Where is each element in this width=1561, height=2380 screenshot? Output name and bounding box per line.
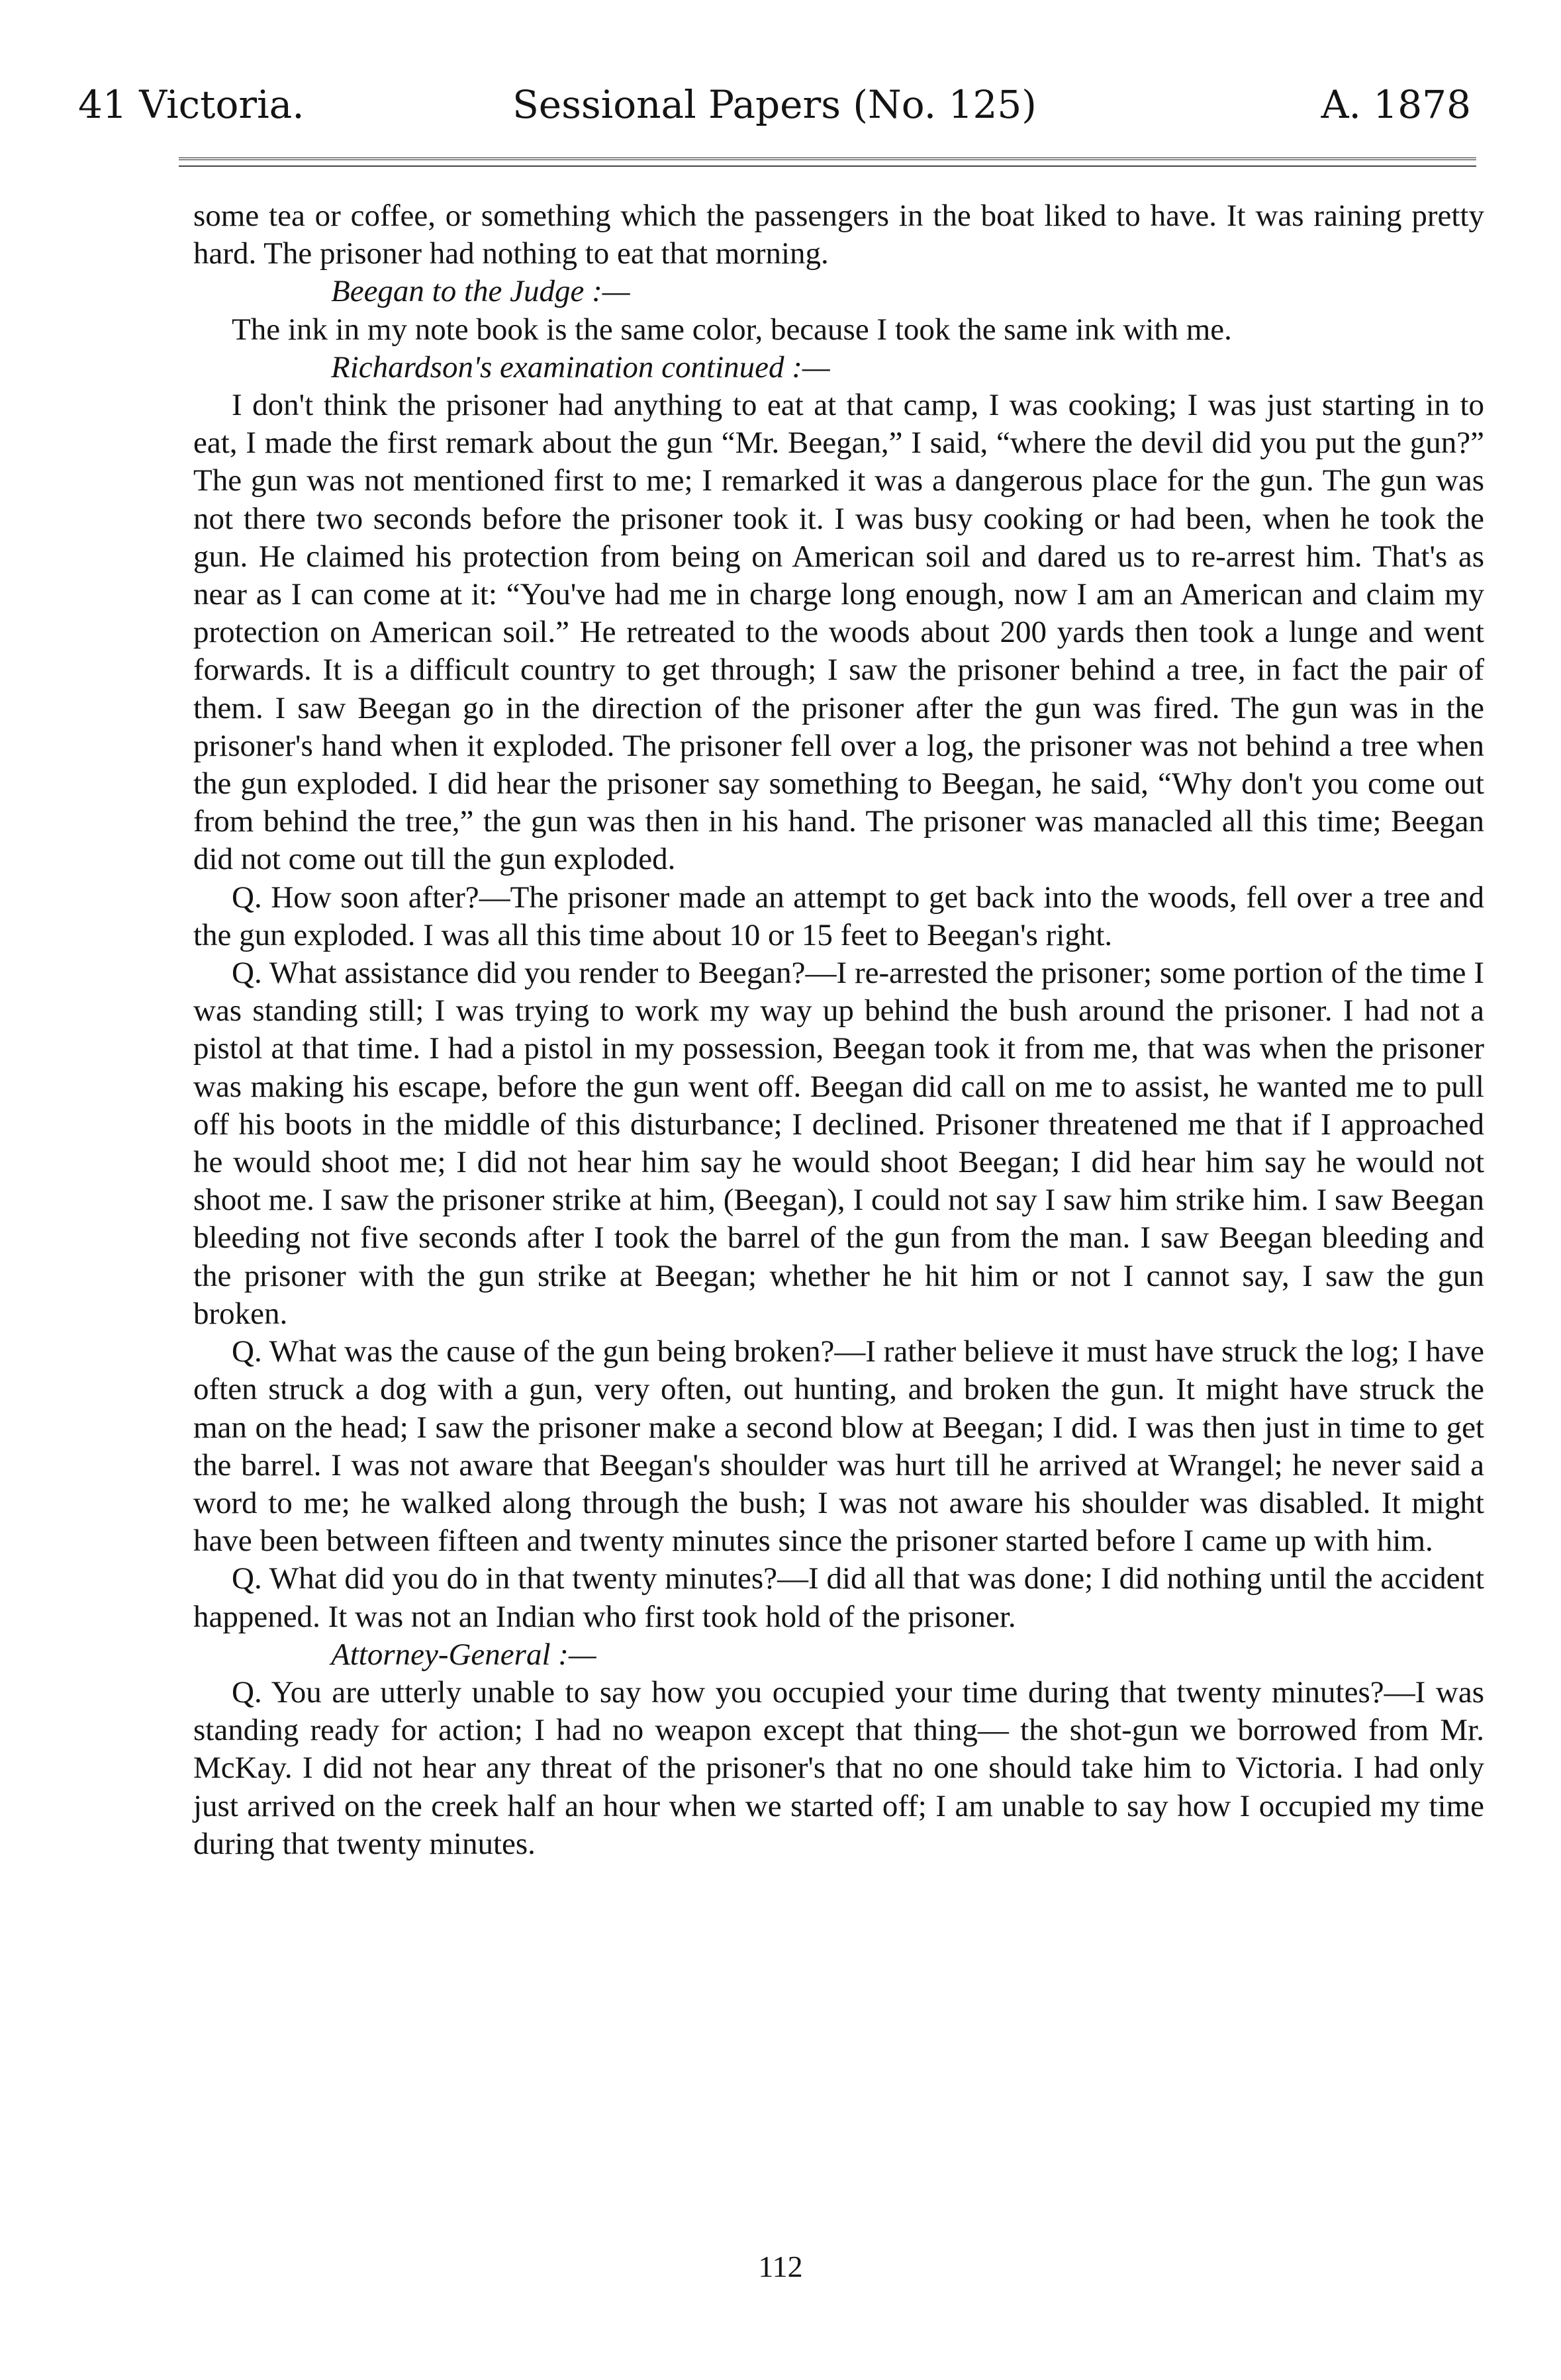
header-rule: [179, 158, 1476, 160]
paragraph: Q. What did you do in that twenty minutes?—I did all that was done; I did nothing until the accident happened. It was not an Indian who first took hold of the prisoner.: [193, 1561, 1484, 1634]
speaker-heading: Richardson's examination continued :—: [331, 349, 830, 385]
header-volume: 41 Victoria.: [78, 82, 305, 127]
speaker-heading: Attorney-General :—: [331, 1637, 596, 1672]
paragraph: I don't think the prisoner had anything to eat at that camp, I was cooking; I was just starting in to eat, I made the first remark about the gun “Mr. Beegan,” I said, “where the devil did you put the gun?” The gun was not mentioned first to me; I remarked it was a dangerous place for the gun. The gun was not there two seconds before the prisoner took it. I was busy cooking or had been, when he took the gun. He claimed his protection from being on American soil and dared us to re-arrest him. That's as near as I can come at it: “You've had me in charge long enough, now I am an American and claim my protection on American soil.” He retreated to the woods about 200 yards then took a lunge and went forwards. It is a difficult country to get through; I saw the prisoner behind a tree, in fact the pair of them. I saw Beegan go in the direction of the prisoner after the gun was fired. The gun was in the prisoner's hand when it exploded. The prisoner fell over a log, the prisoner was not behind a tree when the gun exploded. I did hear the prisoner say something to Beegan, he said, “Why don't you come out from behind the tree,” the gun was then in his hand. The prisoner was manacled all this time; Beegan did not come out till the gun exploded.: [193, 388, 1484, 877]
page-body: [193, 197, 1484, 1863]
paragraph: Q. You are utterly unable to say how you occupied your time during that twenty minutes?—I was standing ready for action; I had no weapon except that thing— the shot-gun we borrowed from Mr. McKay. I did not hear any threat of the prisoner's that no one should take him to Victoria. I had only just arrived on the creek half an hour when we started off; I am unable to say how I occupied my time during that twenty minutes.: [193, 1674, 1484, 1861]
paragraph: Q. What assistance did you render to Beegan?—I re-arrested the prisoner; some portion of the time I was standing still; I was trying to work my way up behind the bush around the prisoner. I had not a pistol at that time. I had a pistol in my possession, Beegan took it from me, that was when the prisoner was making his escape, before the gun went off. Beegan did call on me to assist, he wanted me to pull off his boots in the middle of this disturbance; I declined. Prisoner threatened me that if I approached he would shoot me; I did not hear him say he would shoot Beegan; I did hear him say he would not shoot me. I saw the prisoner strike at him, (Beegan), I could not say I saw him strike him. I saw Beegan bleeding not five seconds after I took the barrel of the gun from the man. I saw Beegan bleeding and the prisoner with the gun strike at Beegan; whether he hit him or not I cannot say, I saw the gun broken.: [193, 956, 1484, 1331]
header-year: A. 1878: [1321, 82, 1471, 127]
paragraph: The ink in my note book is the same color, because I took the same ink with me.: [232, 312, 1232, 347]
paragraph: Q. How soon after?—The prisoner made an attempt to get back into the woods, fell over a tree and the gun exploded. I was all this time about 10 or 15 feet to Beegan's right.: [193, 880, 1484, 952]
header-title: Sessional Papers (No. 125): [512, 82, 1037, 127]
page-number: 112: [758, 2250, 803, 2283]
paragraph: some tea or coffee, or something which the passengers in the boat liked to have. It was raining pretty hard. The prisoner had nothing to eat that morning.: [193, 199, 1484, 271]
header-rule-thin: [179, 165, 1476, 167]
speaker-heading: Beegan to the Judge :—: [331, 274, 630, 309]
paragraph: Q. What was the cause of the gun being broken?—I rather believe it must have struck the log; I have often struck a dog with a gun, very often, out hunting, and broken the gun. It might have struck the man on the head; I saw the prisoner make a second blow at Beegan; I did. I was then just in time to get the barrel. I was not aware that Beegan's shoulder was hurt till he arrived at Wrangel; he never said a word to me; he walked along through the bush; I was not aware his shoulder was disabled. It might have been between fifteen and twenty minutes since the prisoner started before I came up with him.: [193, 1334, 1484, 1559]
page-header: [78, 78, 1471, 131]
